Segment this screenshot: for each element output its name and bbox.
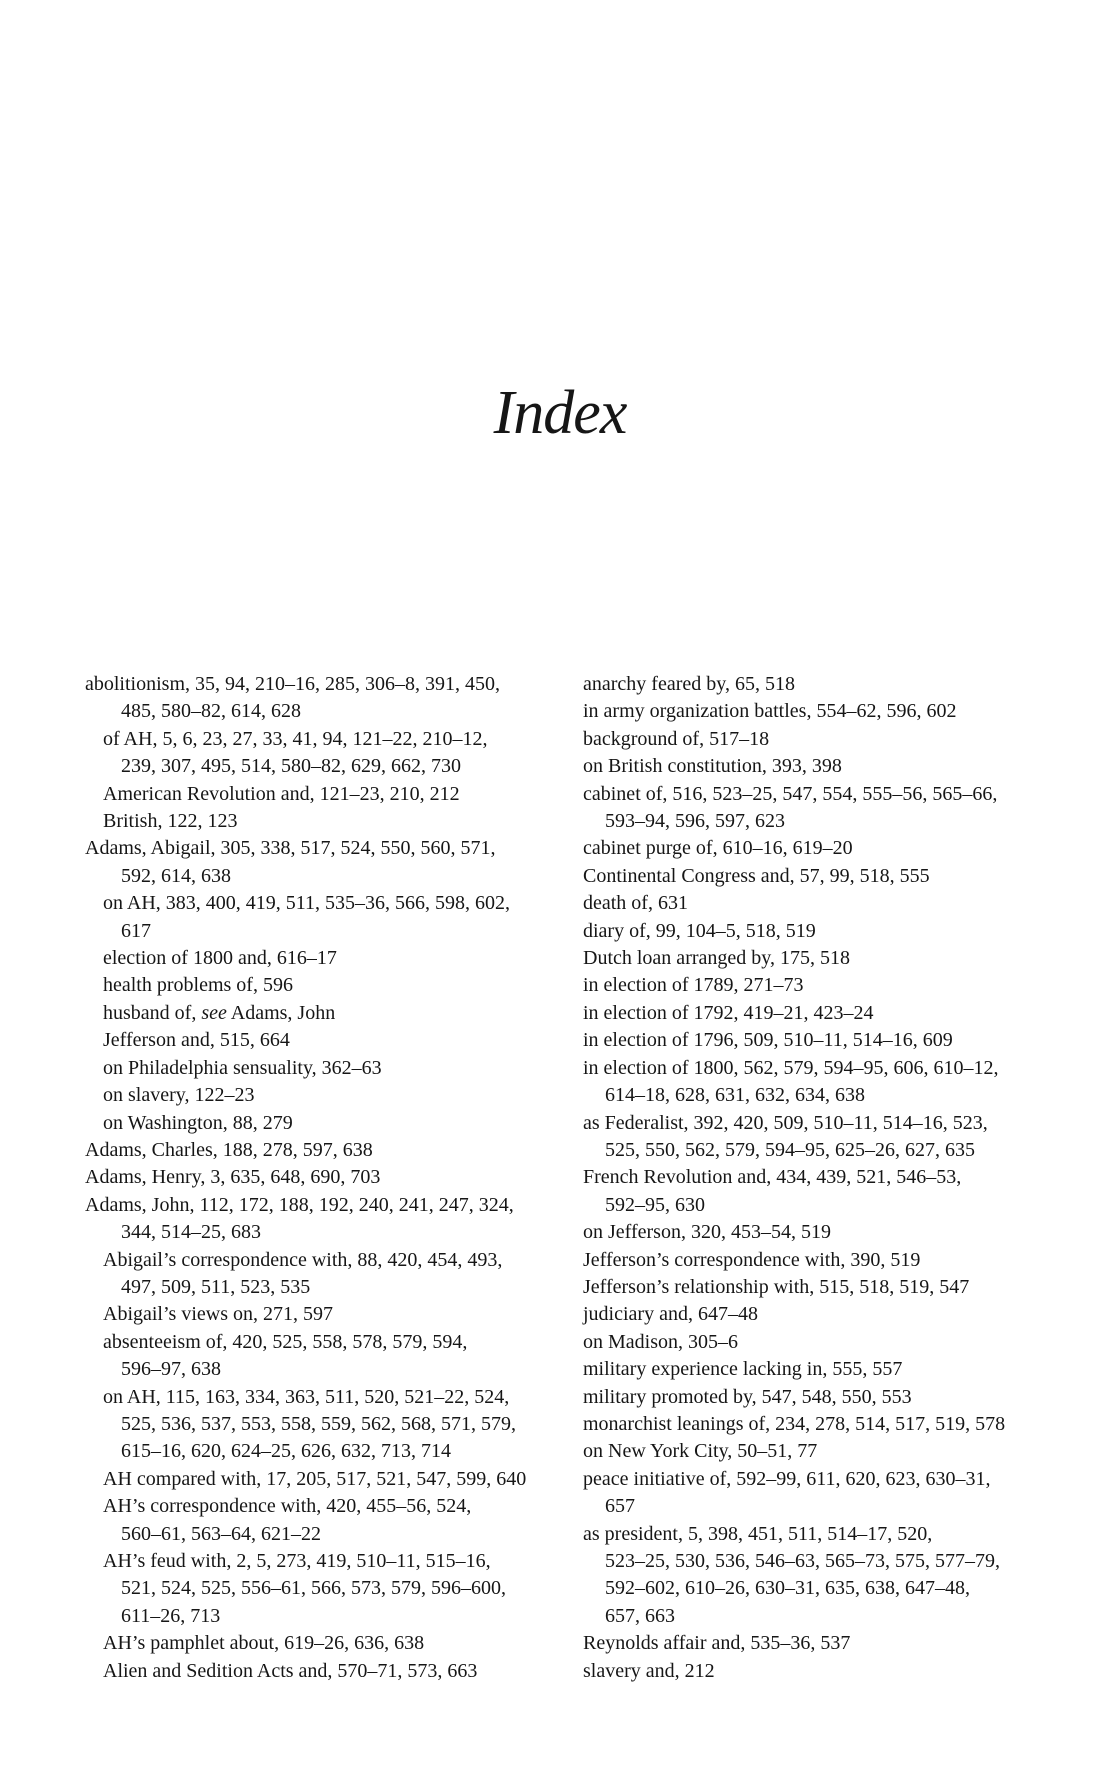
index-entry: on slavery, 122–23 [103, 1084, 255, 1107]
index-entry: 485, 580–82, 614, 628 [121, 700, 301, 723]
index-entry: in election of 1789, 271–73 [583, 974, 804, 997]
index-entry: AH’s feud with, 2, 5, 273, 419, 510–11, 515–16, [103, 1550, 491, 1572]
index-column-right [583, 671, 1053, 1685]
index-entry: 617 [121, 919, 151, 942]
index-entry: absenteeism of, 420, 525, 558, 578, 579, 594, [103, 1330, 468, 1353]
index-entry: on AH, 383, 400, 419, 511, 535–36, 566, 598, 602, [103, 892, 511, 915]
index-entry: 239, 307, 495, 514, 580–82, 629, 662, 730 [121, 755, 461, 778]
index-entry: abolitionism, 35, 94, 210–16, 285, 306–8, 391, 450, [85, 673, 500, 695]
index-entry: 615–16, 620, 624–25, 626, 632, 713, 714 [121, 1440, 451, 1463]
index-entry: in election of 1792, 419–21, 423–24 [583, 1001, 874, 1024]
index-entry: diary of, 99, 104–5, 518, 519 [583, 919, 816, 942]
index-entry: peace initiative of, 592–99, 611, 620, 623, 630–31, [583, 1467, 991, 1490]
index-entry: cabinet purge of, 610–16, 619–20 [583, 837, 853, 860]
index-entry: 592–602, 610–26, 630–31, 635, 638, 647–48, [605, 1577, 970, 1600]
index-entry: Alien and Sedition Acts and, 570–71, 573, 663 [103, 1659, 478, 1682]
index-entry: French Revolution and, 434, 439, 521, 546–53, [583, 1166, 962, 1189]
index-entry: 560–61, 563–64, 621–22 [121, 1522, 321, 1545]
index-entry: slavery and, 212 [583, 1659, 715, 1682]
index-entry: Adams, Henry, 3, 635, 648, 690, 703 [85, 1166, 381, 1189]
index-entry: cabinet of, 516, 523–25, 547, 554, 555–56, 565–66, [583, 782, 998, 805]
index-entry: on AH, 115, 163, 334, 363, 511, 520, 521–22, 524, [103, 1385, 510, 1408]
index-entry: 523–25, 530, 536, 546–63, 565–73, 575, 577–79, [605, 1550, 1000, 1572]
index-entry: as Federalist, 392, 420, 509, 510–11, 514–16, 523, [583, 1111, 988, 1134]
index-entry: of AH, 5, 6, 23, 27, 33, 41, 94, 121–22, 210–12, [103, 727, 488, 750]
index-entry: judiciary and, 647–48 [583, 1303, 758, 1326]
index-entry: 596–97, 638 [121, 1358, 221, 1381]
index-entry: 611–26, 713 [121, 1604, 221, 1627]
index-entry: Abigail’s correspondence with, 88, 420, 454, 493, [103, 1248, 503, 1271]
index-entry: 657 [605, 1495, 635, 1518]
index-entry: Continental Congress and, 57, 99, 518, 555 [583, 864, 930, 887]
index-entry: 521, 524, 525, 556–61, 566, 573, 579, 596–600, [121, 1577, 506, 1600]
index-entry: 344, 514–25, 683 [121, 1221, 261, 1244]
index-entry: 593–94, 596, 597, 623 [605, 810, 785, 833]
index-entry: 614–18, 628, 631, 632, 634, 638 [605, 1084, 865, 1107]
index-entry: health problems of, 596 [103, 974, 293, 997]
index-entry: monarchist leanings of, 234, 278, 514, 517, 519, 578 [583, 1412, 1006, 1435]
index-entry: Abigail’s views on, 271, 597 [103, 1303, 333, 1326]
index-entry: AH compared with, 17, 205, 517, 521, 547, 599, 640 [103, 1467, 527, 1490]
index-entry: Jefferson’s correspondence with, 390, 519 [583, 1248, 921, 1271]
index-entry: Adams, Charles, 188, 278, 597, 638 [85, 1138, 373, 1161]
index-entry: 657, 663 [605, 1604, 675, 1627]
index-entry: Reynolds affair and, 535–36, 537 [583, 1632, 851, 1655]
index-entry: anarchy feared by, 65, 518 [583, 673, 795, 695]
index-entry: 592, 614, 638 [121, 864, 231, 887]
index-entry: on British constitution, 393, 398 [583, 755, 842, 778]
index-entry: Adams, Abigail, 305, 338, 517, 524, 550, 560, 571, [85, 837, 496, 860]
index-entry: Jefferson and, 515, 664 [103, 1029, 290, 1052]
index-entry: American Revolution and, 121–23, 210, 212 [103, 782, 460, 805]
index-entry: on New York City, 50–51, 77 [583, 1440, 818, 1463]
index-entry: on Washington, 88, 279 [103, 1111, 293, 1134]
index-entry: military promoted by, 547, 548, 550, 553 [583, 1385, 912, 1408]
index-entry: Jefferson’s relationship with, 515, 518, 519, 547 [583, 1275, 970, 1298]
index-entry: Adams, John, 112, 172, 188, 192, 240, 241, 247, 324, [85, 1193, 514, 1216]
index-entry: in army organization battles, 554–62, 596, 602 [583, 700, 957, 723]
index-entry: AH’s correspondence with, 420, 455–56, 524, [103, 1495, 472, 1518]
page-title: Index [493, 379, 627, 447]
index-entry: on Jefferson, 320, 453–54, 519 [583, 1221, 831, 1244]
index-entry: 525, 536, 537, 553, 558, 559, 562, 568, 571, 579, [121, 1412, 516, 1435]
index-entry: 525, 550, 562, 579, 594–95, 625–26, 627, 635 [605, 1138, 975, 1161]
index-entry: on Philadelphia sensuality, 362–63 [103, 1056, 382, 1079]
index-entry: husband of, see Adams, John [103, 1001, 336, 1024]
index-column-left [85, 671, 555, 1685]
index-entry: Dutch loan arranged by, 175, 518 [583, 947, 850, 970]
index-entry: as president, 5, 398, 451, 511, 514–17, 520, [583, 1522, 933, 1545]
index-entry: election of 1800 and, 616–17 [103, 947, 337, 970]
index-entry: on Madison, 305–6 [583, 1330, 738, 1353]
index-entry: AH’s pamphlet about, 619–26, 636, 638 [103, 1632, 425, 1655]
index-entry: 497, 509, 511, 523, 535 [121, 1275, 311, 1298]
index-entry: in election of 1800, 562, 579, 594–95, 606, 610–12, [583, 1056, 999, 1079]
index-entry: British, 122, 123 [103, 810, 238, 833]
index-entry: in election of 1796, 509, 510–11, 514–16, 609 [583, 1029, 953, 1052]
index-entry: background of, 517–18 [583, 727, 770, 750]
index-entry: 592–95, 630 [605, 1193, 705, 1216]
index-entry: military experience lacking in, 555, 557 [583, 1358, 903, 1381]
index-entry: death of, 631 [583, 892, 688, 915]
